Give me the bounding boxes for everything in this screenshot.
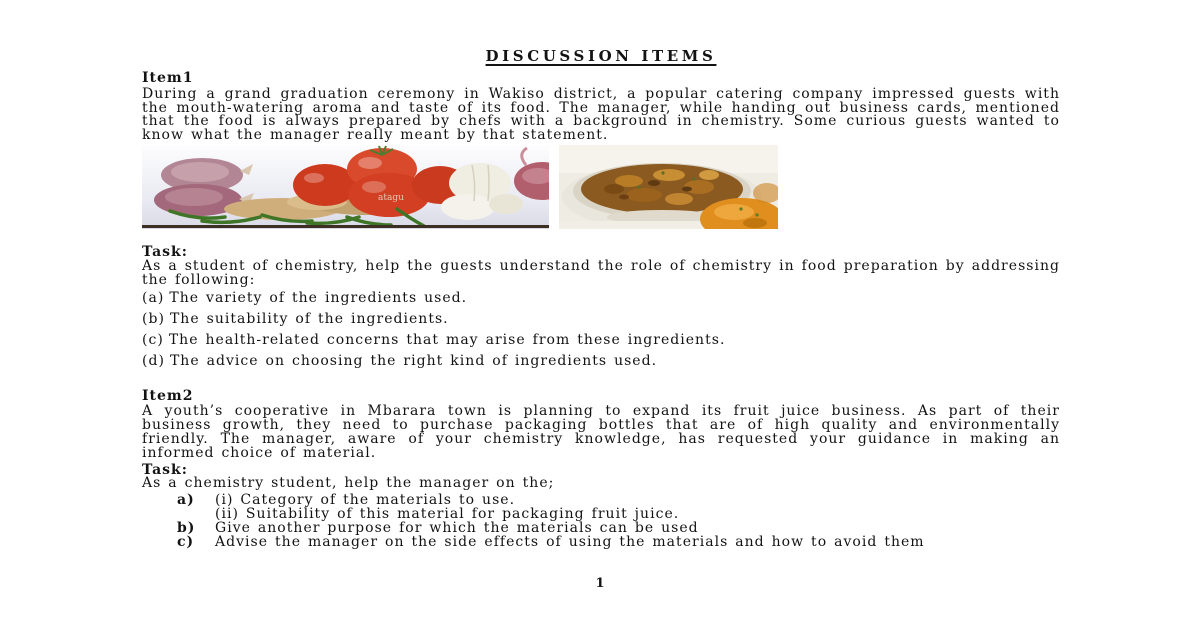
item1-list-item-d (142, 352, 1060, 369)
list-text: Give another purpose for which the materials can be used (215, 519, 699, 536)
list-text: Advise the manager on the side effects of using the materials and how to avoid them (215, 533, 925, 550)
list-marker: (c) (142, 331, 164, 348)
item1-task-heading: Task: (142, 243, 188, 260)
list-text: The variety of the ingredients used. (169, 290, 468, 307)
page-number: 1 (595, 576, 605, 591)
sub-item-i: (i) Category of the materials to use. (215, 492, 516, 509)
list-marker: (a) (142, 290, 165, 307)
item1-list-item-b (142, 313, 1060, 327)
sub-item-ii: (ii) Suitability of this material for packaging fruit juice. (215, 505, 680, 522)
list-marker: b) (177, 519, 196, 536)
item2-list (142, 494, 1060, 549)
item2-task-text: As a chemistry student, help the manager on the; (142, 475, 555, 492)
item1-list-item-c (142, 331, 1060, 348)
dish-photo (559, 145, 778, 229)
item1-photos-row (142, 145, 1060, 229)
item1-list-item-a (142, 292, 1060, 306)
item2-task-heading: Task: (142, 461, 188, 478)
document-page (142, 0, 1060, 549)
list-marker: (d) (142, 352, 165, 369)
list-text: The advice on choosing the right kind of ingredients used. (169, 352, 658, 369)
item2-list-item-c (142, 533, 1060, 550)
title-row (142, 47, 1060, 65)
page-title: DISCUSSION ITEMS (485, 47, 717, 65)
photo-watermark: atagu (378, 192, 404, 203)
photo-table-edge (142, 225, 549, 228)
item1-paragraph: During a grand graduation ceremony in Wakiso district, a popular catering company impressed guests with the mouth-watering aroma and taste of its food. The manager, while handing out business cards, mentioned that the food is always prepared by chefs with a background in chemistry. Some curious guests wanted to know what the manager really meant by that statement. (142, 85, 1060, 144)
list-text (215, 494, 1060, 522)
ingredients-photo (142, 145, 549, 229)
list-text: The suitability of the ingredients. (169, 311, 449, 328)
item1-heading: Item1 (142, 70, 194, 86)
item2-list-item-a (142, 494, 1060, 522)
item2-heading: Item2 (142, 387, 194, 404)
list-marker: c) (177, 533, 195, 550)
item1-task-text: As a student of chemistry, help the guests understand the role of chemistry in food preparation by addressing the following: (142, 257, 1060, 288)
list-text: The health-related concerns that may arise from these ingredients. (168, 331, 726, 348)
list-marker: a) (177, 492, 195, 509)
list-marker: (b) (142, 311, 165, 328)
item2-paragraph: A youth’s cooperative in Mbarara town is planning to expand its fruit juice business. As part of their business growth, they need to purchase packaging bottles that are of high quality and environmentally friendly. The manager, aware of your chemistry knowledge, has requested your guidance in making an informed choice of material. (142, 403, 1060, 461)
